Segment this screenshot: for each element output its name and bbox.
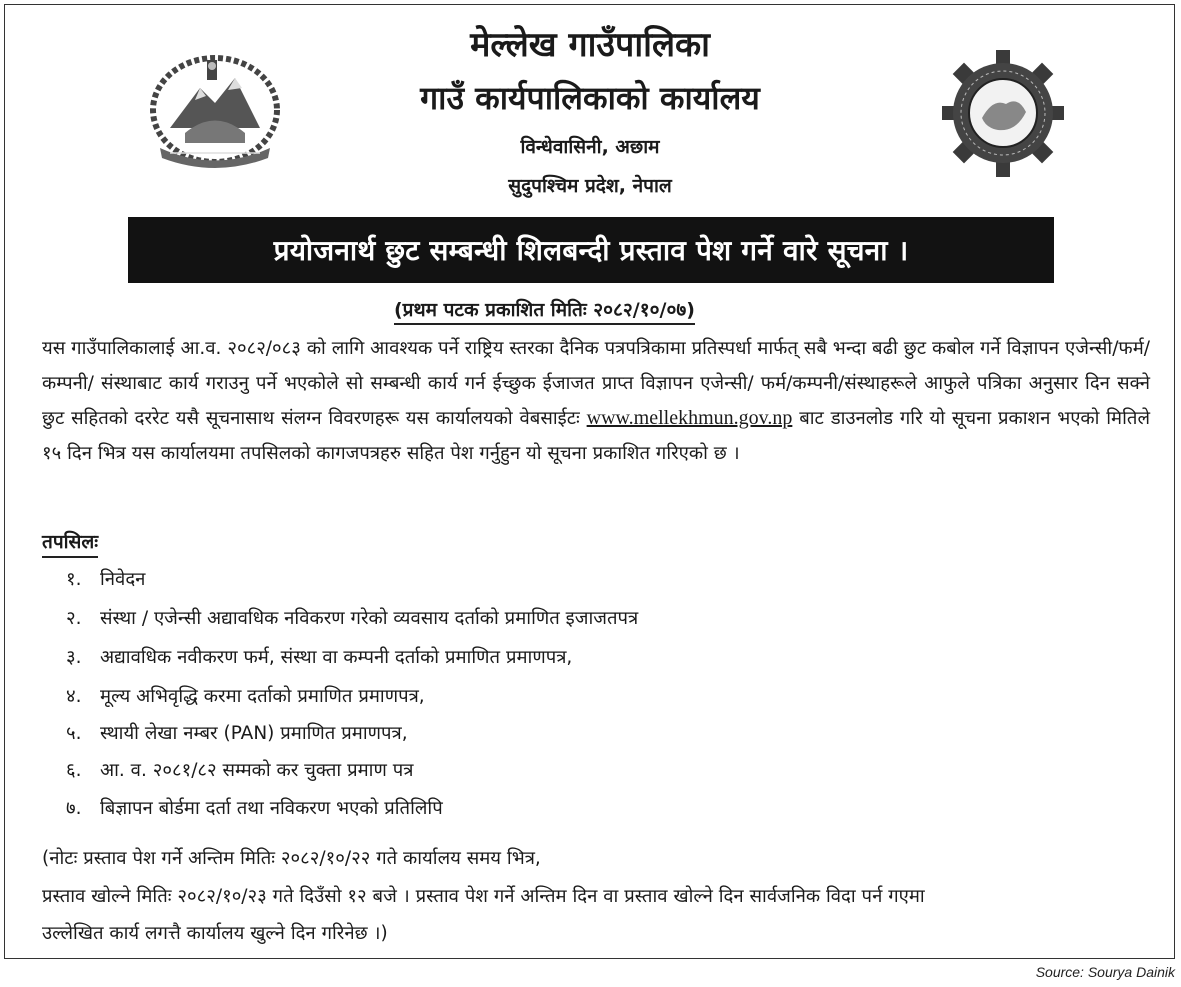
body-text-before-url: यस गाउँपालिकालाई आ.व. २०८२/०८३ को लागि आवश्यक पर्ने राष्ट्रिय स्तरका दैनिक पत्रपत्रिकामा प्रतिस्पर्धा मार्फत् सबै भन्दा बढी छुट कबोल गर्ने विज्ञापन एजेन्सी/फर्म/कम्पनी/ संस्थाबाट कार्य गराउनु पर्ने भएकोले सो सम्बन्धी कार्य गर्न ईच्छुक ईजाजत प्राप्त विज्ञापन एजेन्सी/ फर्म/कम्पनी/संस्थाहरूले आफुले पत्रिका अनुसार दिन सक्ने छुट सहितको दररेट यसै सूचनासाथ संलग्न विवरणहरू यस कार्यालयको वेबसाईटः (42, 338, 1150, 429)
list-item-number: ६. (66, 760, 82, 781)
list-item (66, 566, 145, 591)
list-item-number: ७. (66, 798, 82, 819)
province-country: सुदुपश्चिम प्रदेश, नेपाल (508, 175, 672, 197)
list-item-text: अद्यावधिक नवीकरण फर्म, संस्था वा कम्पनी दर्ताको प्रमाणित प्रमाणपत्र, (100, 647, 573, 668)
list-item-number: २. (66, 608, 82, 629)
nepal-emblem-icon (140, 48, 290, 173)
municipality-logo-icon (938, 46, 1068, 181)
list-item (66, 644, 572, 669)
notice-body (42, 332, 1150, 471)
list-item (66, 683, 425, 708)
note-line-3: उल्लेखित कार्य लगत्तै कार्यालय खुल्ने दिन गरिनेछ ।) (42, 923, 388, 944)
list-item-number: ४. (66, 686, 82, 707)
section-title: तपसिलः (42, 528, 98, 558)
note-line-2: प्रस्ताव खोल्ने मितिः २०८२/१०/२३ गते दिउँसो १२ बजे । प्रस्ताव पेश गर्ने अन्तिम दिन वा प्रस्ताव खोल्ने दिन सार्वजनिक विदा पर्न गएमा (42, 886, 925, 907)
list-item-text: निवेदन (100, 569, 146, 590)
website-link[interactable]: www.mellekhmun.gov.np (586, 407, 793, 429)
list-item-number: ३. (66, 647, 82, 668)
list-item (66, 720, 408, 745)
office-location: विन्धेवासिनी, अछाम (520, 136, 660, 158)
list-item (66, 795, 443, 820)
list-item-text: मूल्य अभिवृद्धि करमा दर्ताको प्रमाणित प्रमाणपत्र, (100, 686, 425, 707)
list-item-text: संस्था / एजेन्सी अद्यावधिक नविकरण गरेको व्यवसाय दर्ताको प्रमाणित इजाजतपत्र (100, 608, 639, 629)
list-item-text: बिज्ञापन बोर्डमा दर्ता तथा नविकरण भएको प्रतिलिपि (100, 798, 443, 819)
source-credit: Source: Sourya Dainik (1035, 964, 1175, 980)
list-item-number: १. (66, 569, 82, 590)
published-date: (प्रथम पटक प्रकाशित मितिः २०८२/१०/०७) (394, 296, 695, 325)
municipality-name: मेल्लेख गाउँपालिका (470, 25, 710, 65)
body-text-after-url: बाट डाउनलोड गरि यो सूचना प्रकाशन भएको मितिले १५ दिन भित्र यस कार्यालयमा तपसिलको कागजपत्रहरु सहित पेश गर्नुहुन यो सूचना प्रकाशित गरिएको छ । (42, 408, 1150, 464)
list-item-number: ५. (66, 723, 82, 744)
office-name: गाउँ कार्यपालिकाको कार्यालय (420, 79, 760, 117)
note-line-1: (नोटः प्रस्ताव पेश गर्ने अन्तिम मितिः २०८२/१०/२२ गते कार्यालय समय भित्र, (42, 848, 541, 869)
list-item (66, 757, 413, 782)
list-item (66, 605, 638, 630)
list-item-text: आ. व. २०८१/८२ सम्मको कर चुक्ता प्रमाण पत्र (100, 760, 414, 781)
notice-title-banner: प्रयोजनार्थ छुट सम्बन्धी शिलबन्दी प्रस्ताव पेश गर्ने वारे सूचना । (128, 217, 1054, 283)
list-item-text: स्थायी लेखा नम्बर (PAN) प्रमाणित प्रमाणपत्र, (100, 723, 408, 744)
